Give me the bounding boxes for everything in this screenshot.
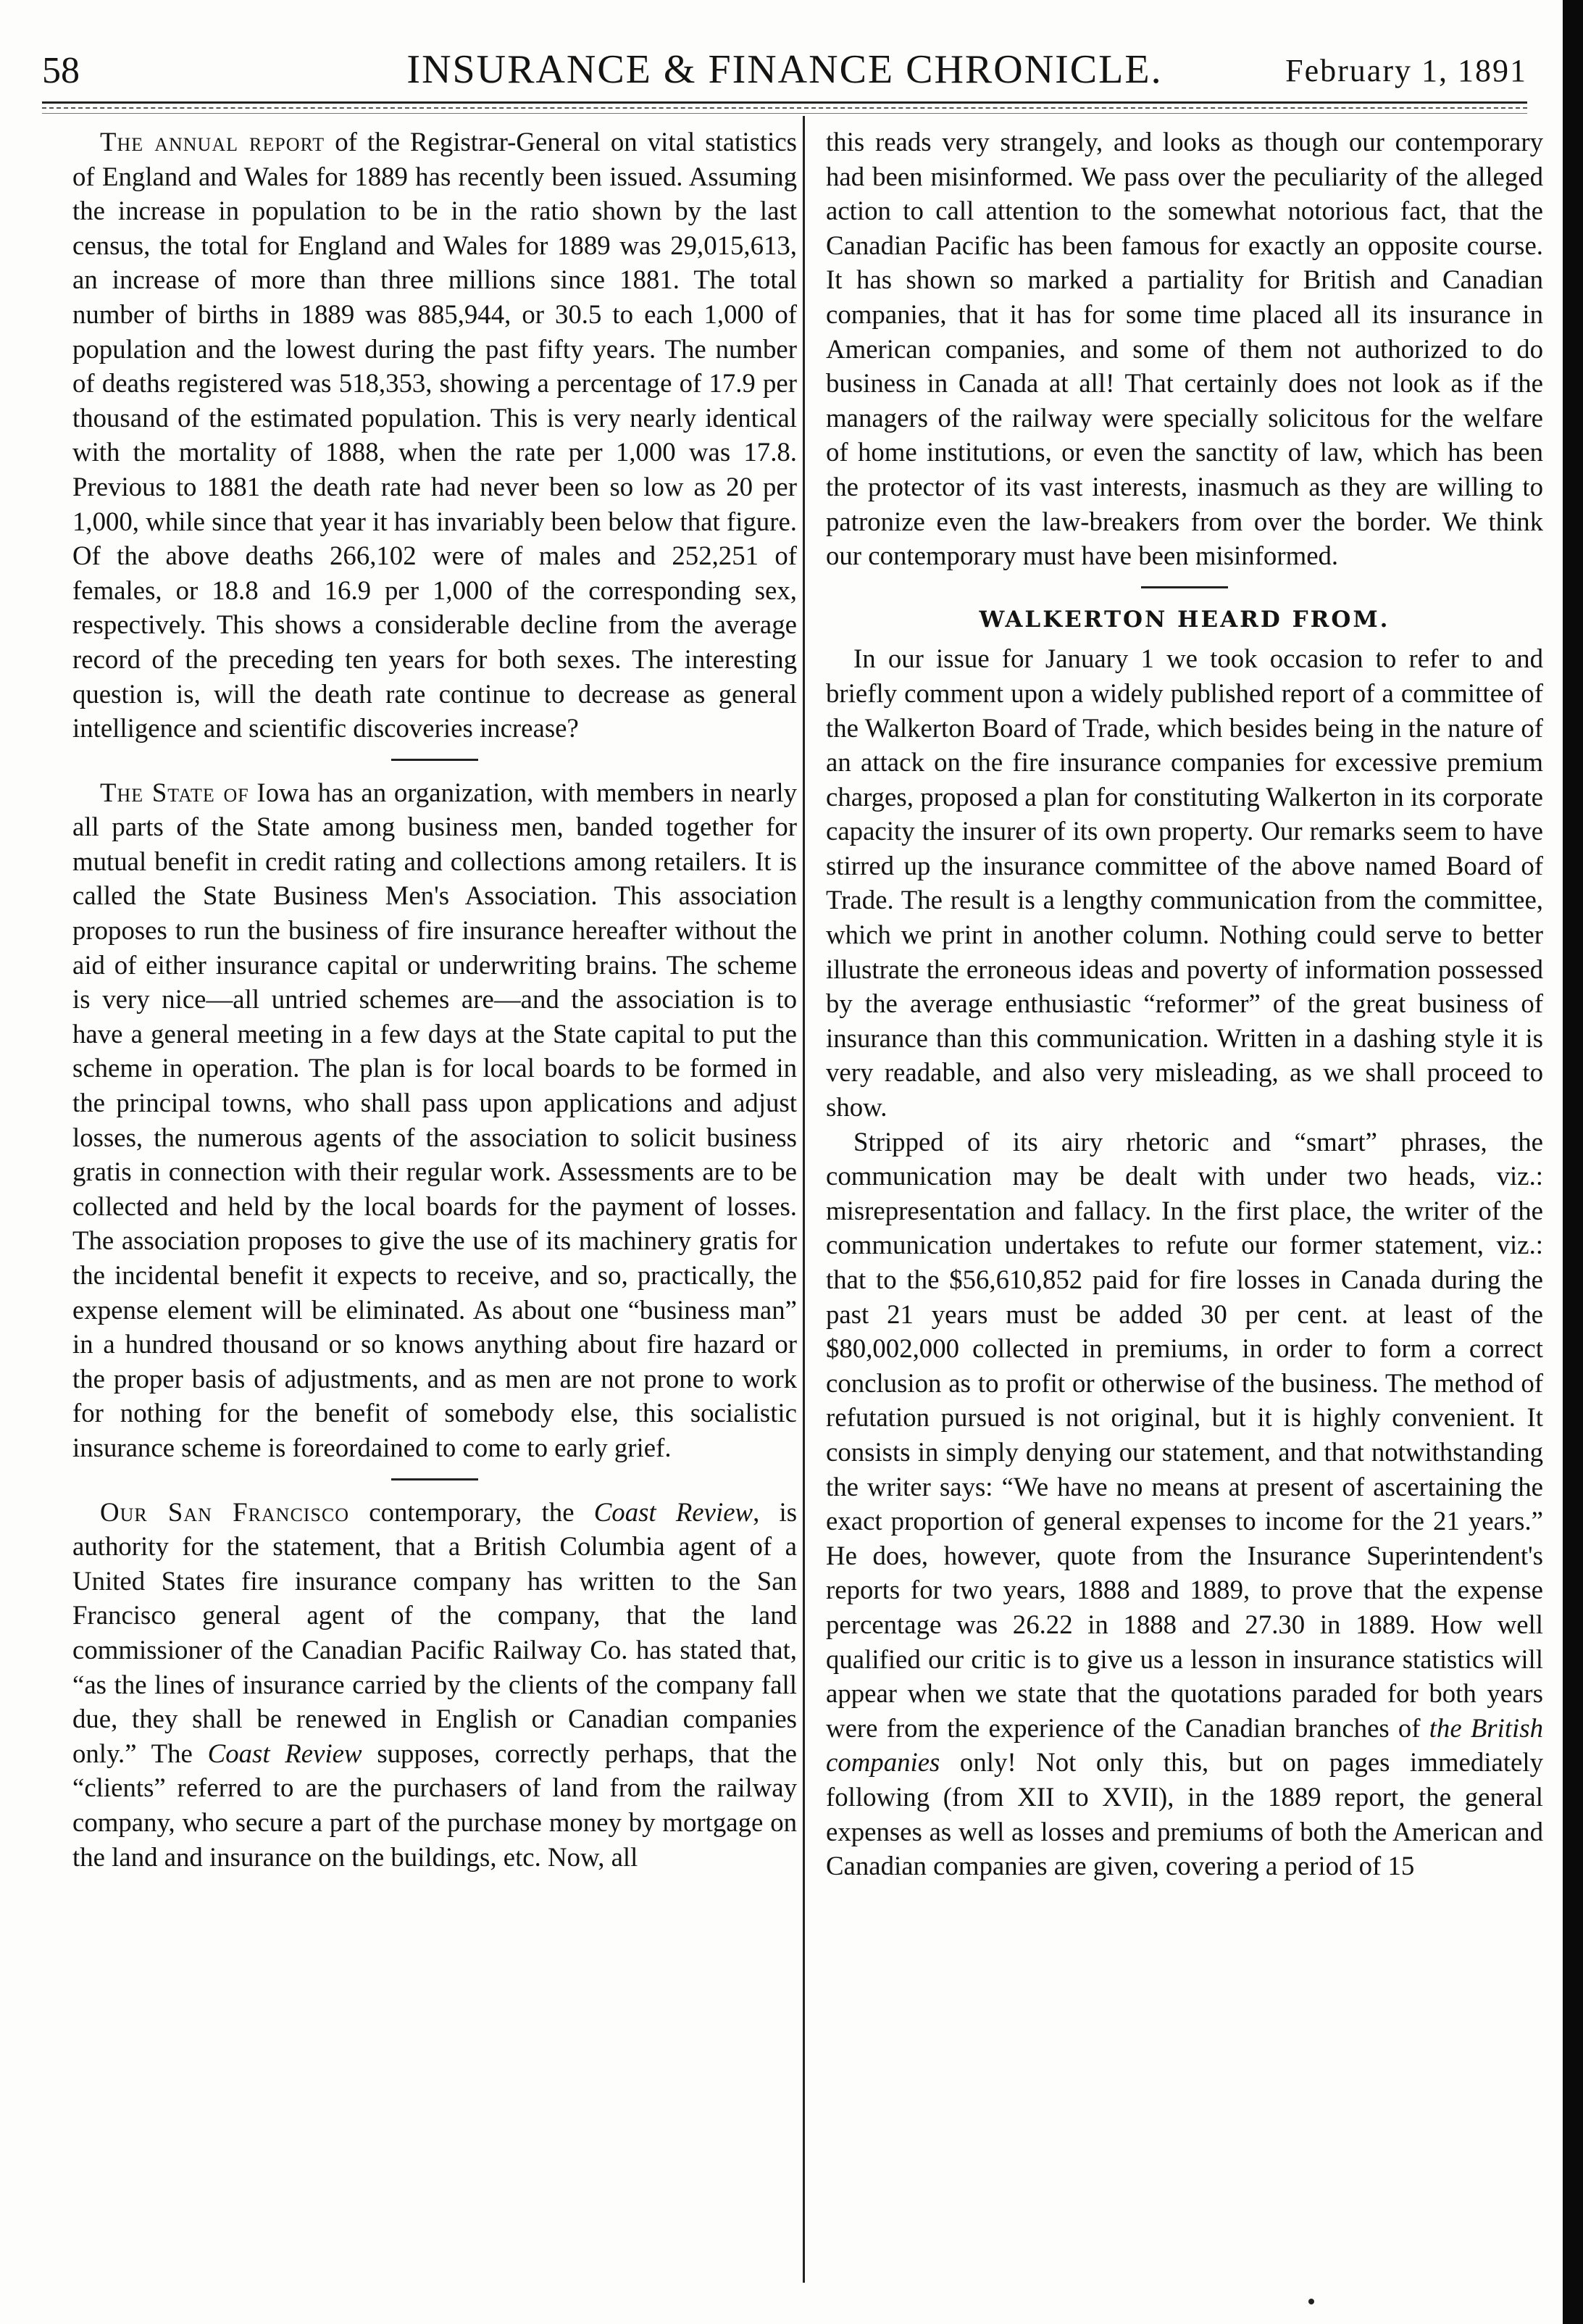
separator-rule (391, 1478, 478, 1480)
lead-words: The annual report (100, 127, 325, 157)
left-column (72, 125, 797, 1874)
scan-edge (1563, 0, 1583, 2324)
publication-name: Coast Review (207, 1738, 362, 1768)
right-column (826, 125, 1543, 1883)
continued-text: this reads very strangely, and looks as though our contemporary had been misinformed. We pass over the peculiarity of the alleged action to call attention to the somewhat notorious fact, that the Canadian Pacific has been famous for exactly an opposite course. It has shown so marked a partiality for British and Canadian companies, that it has for some time placed all its insurance in American companies, and some of them not authorized to do business in Canada at all! That certainly does not look as if the managers of the railway were specially solicitous for the welfare of home institutions, or even the sanctity of law, which has been the protector of its vast interests, inasmuch as they are willing to patronize even the law-breakers from over the border. We think our contemporary must have been misinformed. (826, 127, 1543, 571)
publication-name: Coast Review (593, 1496, 753, 1527)
article-registrar-general (72, 125, 797, 746)
walkerton-paragraph-1: In our issue for January 1 we took occasion to refer to and briefly comment upon a widely published report of a committee of the Walkerton Board of Trade, which besides being in the nature of an attack on the fire insurance companies for excessive premium charges, proposed a plan for constituting Walkerton in its corporate capacity the insurer of its own property. Our remarks seem to have stirred up the insurance committee of the above named Board of Trade. The result is a lengthy communication from the committee, which we print in another column. Nothing could serve to better illustrate the erroneous ideas and poverty of information possessed by the average enthusiastic “reformer” of the great business of insurance than this communication. Written in a dashing style it is very readable, and also very misleading, as we shall proceed to show. (826, 644, 1543, 1123)
walkerton-paragraph-2 (826, 1125, 1543, 1883)
article-text: Iowa has an organization, with members in nearly all parts of the State among business men, banded together for mutual benefit in credit rating and collections among retailers. It is called the State Business Men's Association. This association proposes to run the business of fire insurance hereafter without the aid of either insurance capital or underwriting brains. The scheme is very nice—all untried schemes are—and the association is to have a general meeting in a few days at the State capital to put the scheme in operation. The plan is for local boards to be formed in the principal towns, who shall pass upon applications and adjust losses, the numerous agents of the association to solicit business gratis in connection with their regular work. Assessments are to be collected and held by the local boards for the payment of losses. The association proposes to give the use of its machinery gratis for the incidental benefit it expects to receive, and so, practically, the expense element will be eliminated. As about one “business man” in a hundred thousand or so knows anything about fire hazard or the proper basis of adjustments, and as men are not prone to work for nothing for the benefit of somebody else, this socialistic insurance scheme is foreordained to come to early grief. (72, 777, 797, 1462)
article-iowa-association (72, 775, 797, 1465)
article-text: only! Not only this, but on pages immediately following (from XII to XVII), in the 1889 report, the general expenses as well as losses and premiums of both the American and Canadian companies are given, covering a period of 15 (826, 1747, 1543, 1881)
separator-rule (1141, 586, 1228, 588)
page-number: 58 (42, 50, 80, 91)
article-coast-review (72, 1495, 797, 1875)
header-rule-thin (42, 113, 1527, 114)
page-header (42, 46, 1527, 104)
column-divider (803, 116, 805, 2283)
article-text: supposes, correctly perhaps, that the “clients” referred to are the purchasers of land from the railway company, who secure a part of the purchase money by mortgage on the land and insurance on the buildings, etc. Now, all (72, 1738, 798, 1872)
print-speck (1308, 2299, 1314, 2304)
article-text: Stripped of its airy rhetoric and “smart” phrases, the communication may be dealt with under two heads, viz.: misrepresentation and fallacy. In the first place, the writer of the communication undertakes to refute our former statement, viz.: that to the $56,610,852 paid for fire losses in Canada during the past 21 years must be added 30 per cent. at least of the $80,002,000 collected in premiums, in order to form a correct conclusion as to profit or otherwise of the business. The method of refutation pursued is not original, but it is highly convenient. It consists in simply denying our statement, and that notwithstanding the writer says: “We have no means at present of ascertaining the exact proportion of general expenses to income for the 21 years.” He does, however, quote from the Insurance Superintendent's reports for two years, 1888 and 1889, to prove that the expense percentage was 26.22 in 1888 and 27.30 in 1889. How well qualified our critic is to give us a lesson in insurance statistics will appear when we state that the quotations paraded for both years were from the experience of the Canadian branches of (826, 1126, 1543, 1743)
lead-words: The State of (100, 777, 249, 807)
issue-date: February 1, 1891 (1285, 53, 1527, 88)
lead-words: Our San Francisco (100, 1496, 350, 1527)
article-text: , is authority for the statement, that a British Columbia agent of a United States fire insurance company has written to the San Francisco general agent of the company, that the land commissioner of the Canadian Pacific Railway Co. has stated that, “as the lines of insurance carried by the clients of the company fall due, they shall be renewed in English or Canadian companies only.” The (72, 1496, 798, 1768)
emphasis-text: the British companies (826, 1712, 1543, 1778)
header-rule (42, 101, 1527, 104)
separator-rule (391, 759, 478, 761)
article-text: contemporary, the (349, 1496, 594, 1527)
article-text: of the Registrar-General on vital statistics of England and Wales for 1889 has recently been issued. Assuming the increase in population to be in the ratio shown by the last census, the total for England and Wales for 1889 was 29,015,613, an increase of more than three millions since 1881. The total number of births in 1889 was 885,944, or 30.5 to each 1,000 of population and the lowest during the past fifty years. The number of deaths registered was 518,353, showing a percentage of 17.9 per thousand of the estimated population. This is very nearly identical with the mortality of 1888, when the rate per 1,000 was 17.8. Previous to 1881 the death rate had never been so low as 20 per 1,000, while since that year it has invariably been below that figure. Of the above deaths 266,102 were of males and 252,251 of females, or 18.8 and 16.9 per 1,000 of the corresponding sex, respectively. This shows a considerable decline from the average record of the preceding ten years for both sexes. The interesting question is, will the death rate continue to decrease as general intelligence and scientific discoveries increase? (72, 127, 797, 744)
header-rule-dashed (42, 107, 1527, 109)
journal-title: INSURANCE & FINANCE CHRONICLE. (406, 47, 1163, 92)
article-headline: WALKERTON HEARD FROM. (979, 606, 1390, 633)
